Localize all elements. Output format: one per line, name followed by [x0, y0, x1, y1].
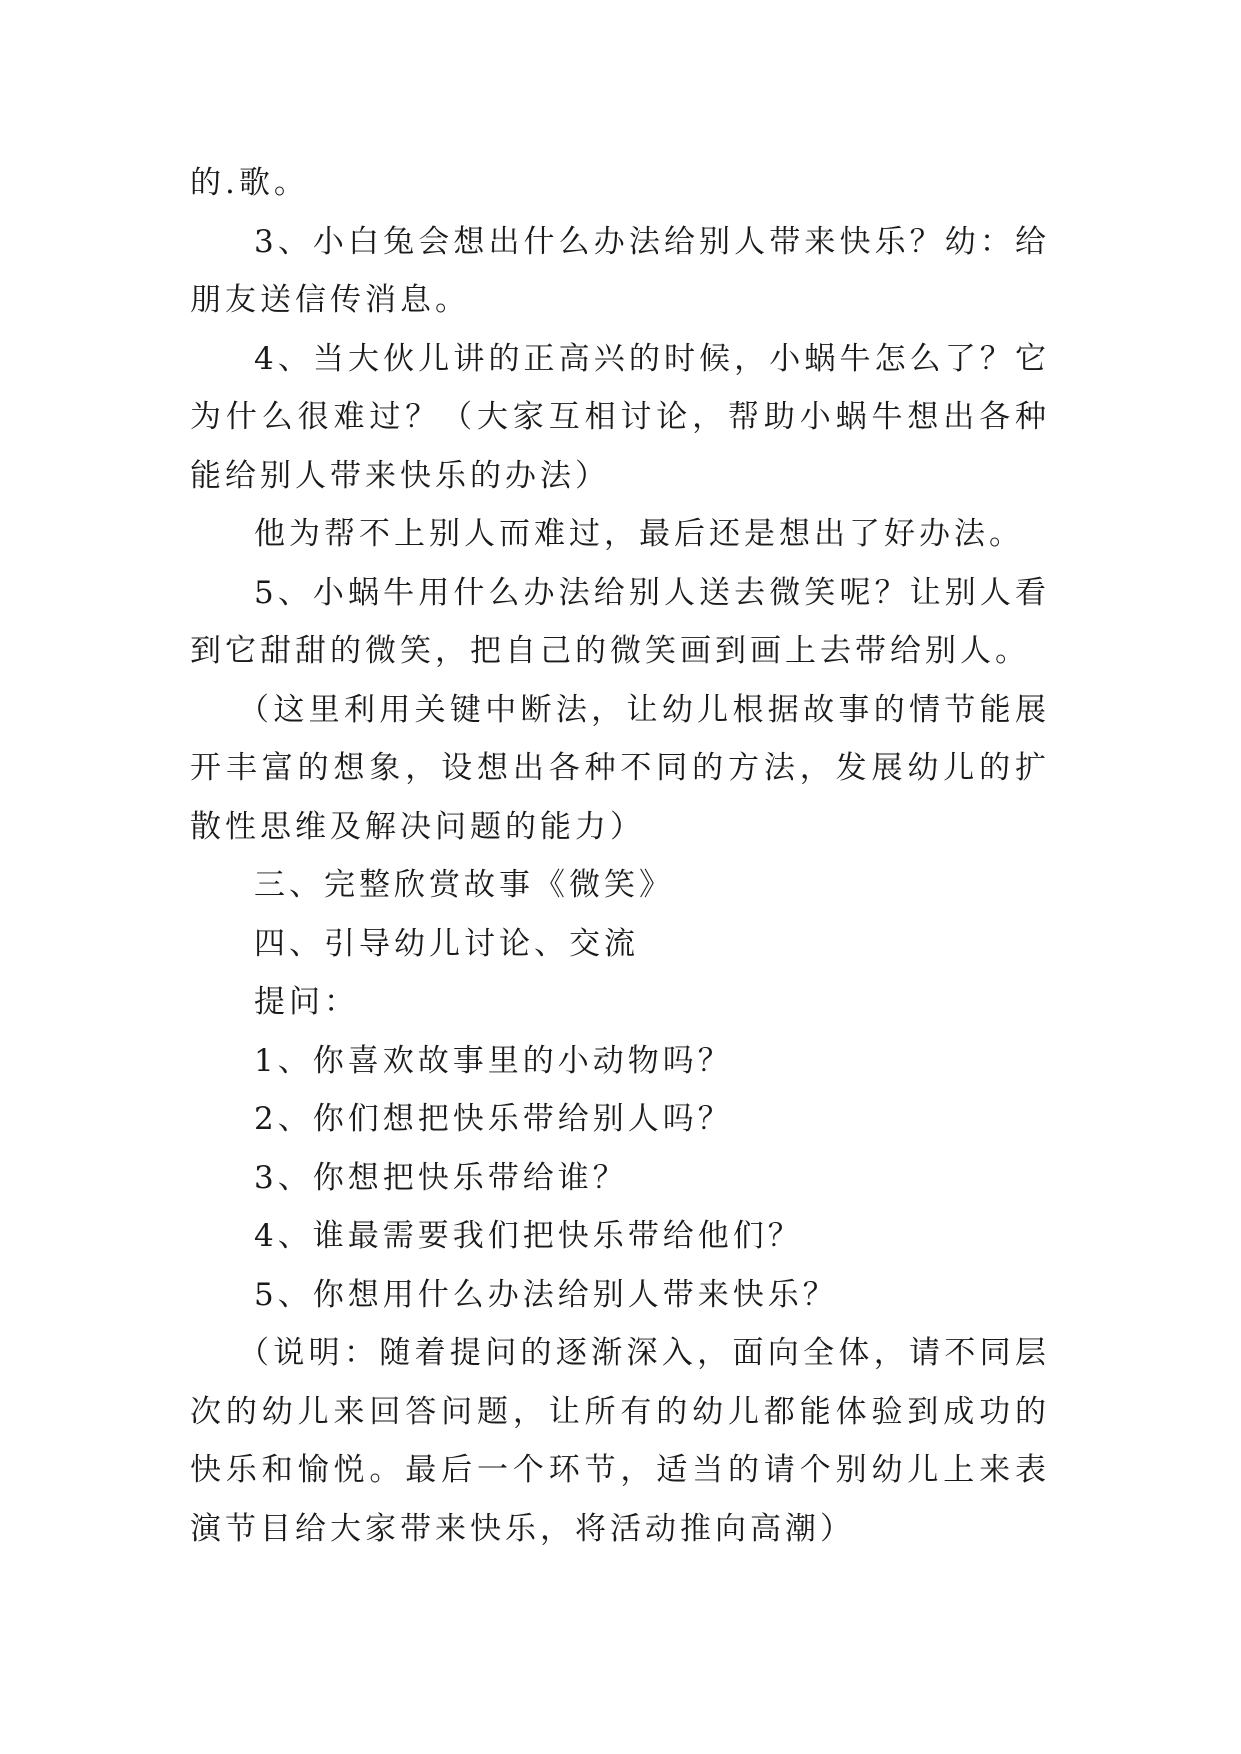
- section-heading-4: 四、引导幼儿讨论、交流: [254, 925, 639, 962]
- paragraph-question-3: 3、小白兔会想出什么办法给别人带来快乐？幼：给朋友送信传消息。: [190, 223, 1050, 318]
- list-item-question-2: 2、你们想把快乐带给别人吗？: [254, 1101, 733, 1137]
- paragraph-method-note: （这里利用关键中断法，让幼儿根据故事的情节能展开丰富的想象，设想出各种不同的方法，发展幼儿的扩散性思维及解决问题的能力）: [190, 691, 1050, 845]
- questions-label: 提问：: [254, 984, 359, 1020]
- document-body: [190, 154, 1050, 1558]
- section-heading-3: 三、完整欣赏故事《微笑》: [254, 867, 674, 903]
- list-item-question-3: 3、你想把快乐带给谁？: [254, 1159, 628, 1196]
- paragraph-explanation-note: （说明：随着提问的逐渐深入，面向全体，请不同层次的幼儿来回答问题，让所有的幼儿都能体验到成功的快乐和愉悦。最后一个环节，适当的请个别幼儿上来表演节目给大家带来快乐，将活动推向高潮）: [190, 1335, 1050, 1547]
- list-item-question-1: 1、你喜欢故事里的小动物吗？: [254, 1042, 733, 1079]
- paragraph-question-4: 4、当大伙儿讲的正高兴的时候，小蜗牛怎么了？它为什么很难过？（大家互相讨论，帮助小蜗牛想出各种能给别人带来快乐的办法）: [190, 340, 1050, 494]
- list-item-question-4: 4、谁最需要我们把快乐带给他们？: [254, 1218, 803, 1254]
- list-item-question-5: 5、你想用什么办法给别人带来快乐？: [254, 1276, 838, 1313]
- paragraph-song-end: 的.歌。: [190, 165, 309, 201]
- paragraph-snail-solution: 他为帮不上别人而难过，最后还是想出了好办法。: [254, 516, 1024, 552]
- paragraph-question-5: 5、小蜗牛用什么办法给别人送去微笑呢？让别人看到它甜甜的微笑，把自己的微笑画到画上去带给别人。: [190, 574, 1050, 669]
